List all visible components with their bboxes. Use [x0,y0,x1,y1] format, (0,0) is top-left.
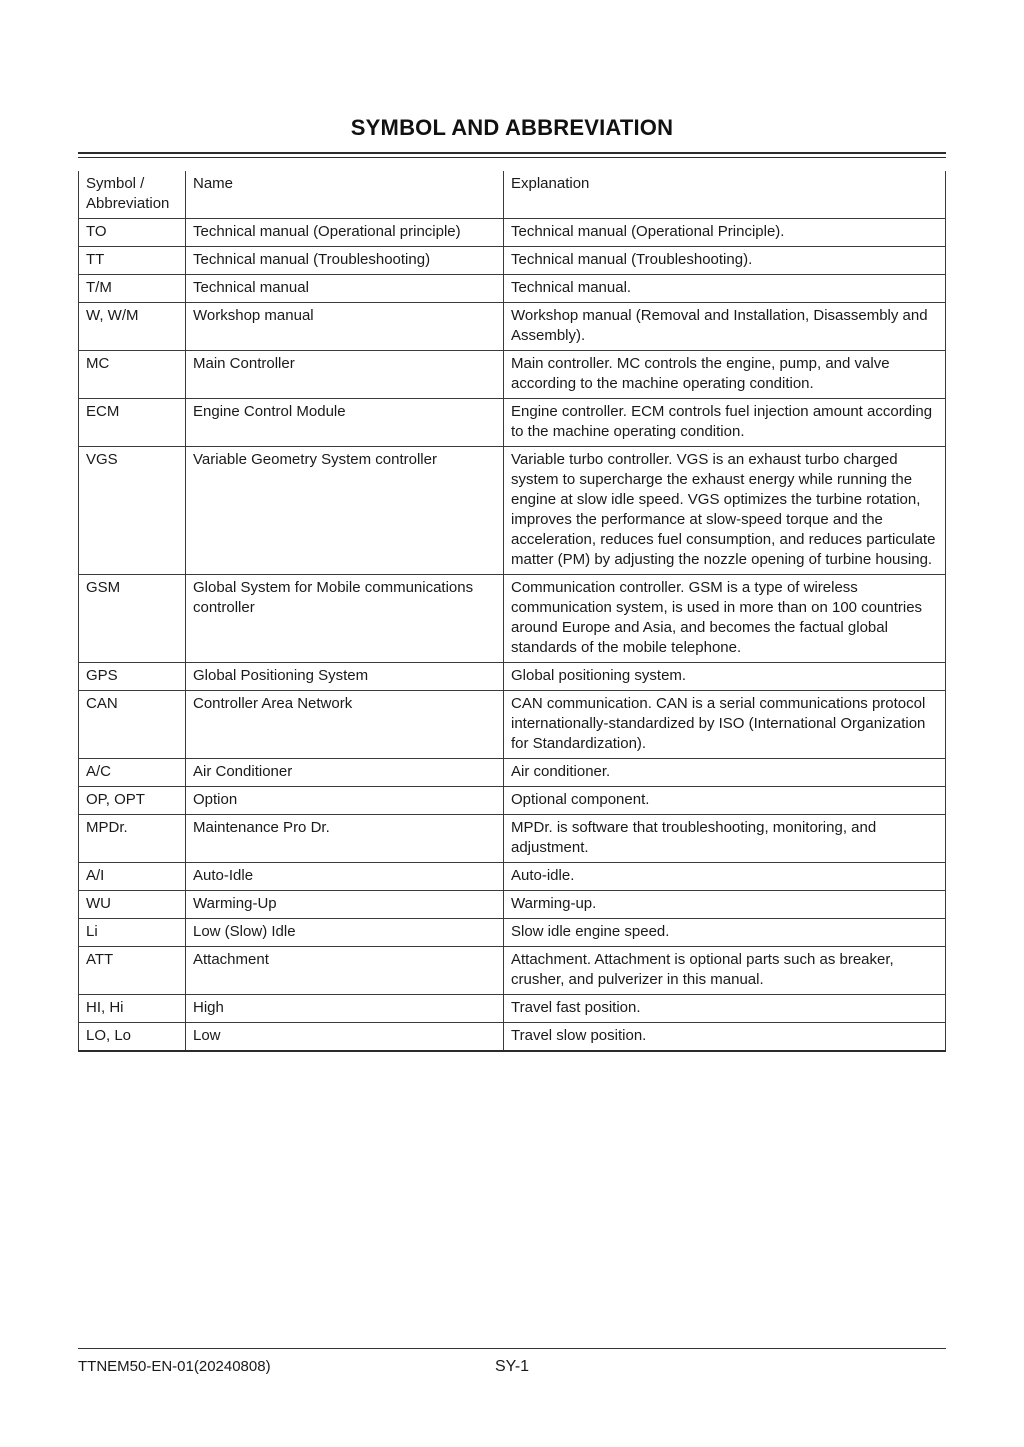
cell-symbol: HI, Hi [79,995,186,1023]
table-row [79,891,946,919]
cell-explanation: Travel slow position. [504,1023,946,1052]
cell-name: Low (Slow) Idle [186,919,504,947]
cell-name: High [186,995,504,1023]
table-row [79,919,946,947]
cell-symbol: MC [79,351,186,399]
cell-explanation: Variable turbo controller. VGS is an exhaust turbo charged system to supercharge the exhaust energy while running the engine at slow idle speed. VGS optimizes the turbine rotation, improves the performance at slow-speed torque and the acceleration, reduces fuel consumption, and reduces particulate matter (PM) by adjusting the nozzle opening of turbine housing. [504,447,946,575]
cell-name: Maintenance Pro Dr. [186,815,504,863]
cell-explanation: Technical manual (Operational Principle). [504,219,946,247]
col-header-name: Name [186,171,504,219]
table-row [79,575,946,663]
cell-symbol: TT [79,247,186,275]
cell-name: Controller Area Network [186,691,504,759]
table-row [79,303,946,351]
table-row [79,815,946,863]
table-header-row [79,171,946,219]
title-divider [78,152,946,158]
table-row [79,447,946,575]
table-body [79,219,946,1052]
cell-symbol: TO [79,219,186,247]
cell-name: Global Positioning System [186,663,504,691]
table-row [79,995,946,1023]
cell-explanation: Main controller. MC controls the engine, pump, and valve according to the machine operating condition. [504,351,946,399]
cell-explanation: MPDr. is software that troubleshooting, monitoring, and adjustment. [504,815,946,863]
cell-name: Technical manual (Troubleshooting) [186,247,504,275]
cell-name: Option [186,787,504,815]
cell-symbol: ATT [79,947,186,995]
cell-explanation: Warming-up. [504,891,946,919]
table-header [79,171,946,219]
cell-name: Low [186,1023,504,1052]
cell-explanation: Technical manual (Troubleshooting). [504,247,946,275]
cell-symbol: OP, OPT [79,787,186,815]
cell-explanation: Attachment. Attachment is optional parts such as breaker, crusher, and pulverizer in this manual. [504,947,946,995]
footer-doc-code: TTNEM50-EN-01(20240808) [78,1358,271,1375]
cell-symbol: CAN [79,691,186,759]
cell-explanation: CAN communication. CAN is a serial communications protocol internationally-standardized by ISO (International Organization for Standardization). [504,691,946,759]
cell-name: Technical manual [186,275,504,303]
cell-symbol: WU [79,891,186,919]
cell-name: Engine Control Module [186,399,504,447]
abbreviation-table [78,171,946,1052]
cell-explanation: Global positioning system. [504,663,946,691]
cell-name: Auto-Idle [186,863,504,891]
cell-explanation: Air conditioner. [504,759,946,787]
cell-symbol: MPDr. [79,815,186,863]
page-title: SYMBOL AND ABBREVIATION [350,115,674,140]
cell-name: Air Conditioner [186,759,504,787]
page-footer [78,1348,946,1377]
cell-explanation: Workshop manual (Removal and Installation, Disassembly and Assembly). [504,303,946,351]
table-row [79,275,946,303]
table-row [79,1023,946,1052]
cell-symbol: ECM [79,399,186,447]
table-row [79,219,946,247]
cell-name: Variable Geometry System controller [186,447,504,575]
cell-explanation: Travel fast position. [504,995,946,1023]
table-row [79,787,946,815]
cell-symbol: A/C [79,759,186,787]
cell-name: Technical manual (Operational principle) [186,219,504,247]
table-row [79,399,946,447]
cell-symbol: W, W/M [79,303,186,351]
cell-name: Warming-Up [186,891,504,919]
table-row [79,759,946,787]
table-row [79,691,946,759]
table-row [79,247,946,275]
cell-name: Global System for Mobile communications controller [186,575,504,663]
cell-name: Attachment [186,947,504,995]
footer-page-number: SY-1 [494,1358,530,1375]
cell-symbol: LO, Lo [79,1023,186,1052]
table-row [79,863,946,891]
cell-symbol: VGS [79,447,186,575]
cell-symbol: T/M [79,275,186,303]
cell-symbol: Li [79,919,186,947]
cell-symbol: GPS [79,663,186,691]
col-header-symbol-abbreviation: Symbol / Abbreviation [79,171,186,219]
cell-symbol: GSM [79,575,186,663]
cell-name: Workshop manual [186,303,504,351]
table-row [79,663,946,691]
cell-explanation: Technical manual. [504,275,946,303]
cell-explanation: Optional component. [504,787,946,815]
cell-name: Main Controller [186,351,504,399]
col-header-explanation: Explanation [504,171,946,219]
table-row [79,947,946,995]
table-row [79,351,946,399]
cell-explanation: Engine controller. ECM controls fuel injection amount according to the machine operating condition. [504,399,946,447]
cell-explanation: Auto-idle. [504,863,946,891]
cell-explanation: Communication controller. GSM is a type of wireless communication system, is used in more than on 100 countries around Europe and Asia, and becomes the factual global standards of the mobile telephone. [504,575,946,663]
cell-symbol: A/I [79,863,186,891]
cell-explanation: Slow idle engine speed. [504,919,946,947]
